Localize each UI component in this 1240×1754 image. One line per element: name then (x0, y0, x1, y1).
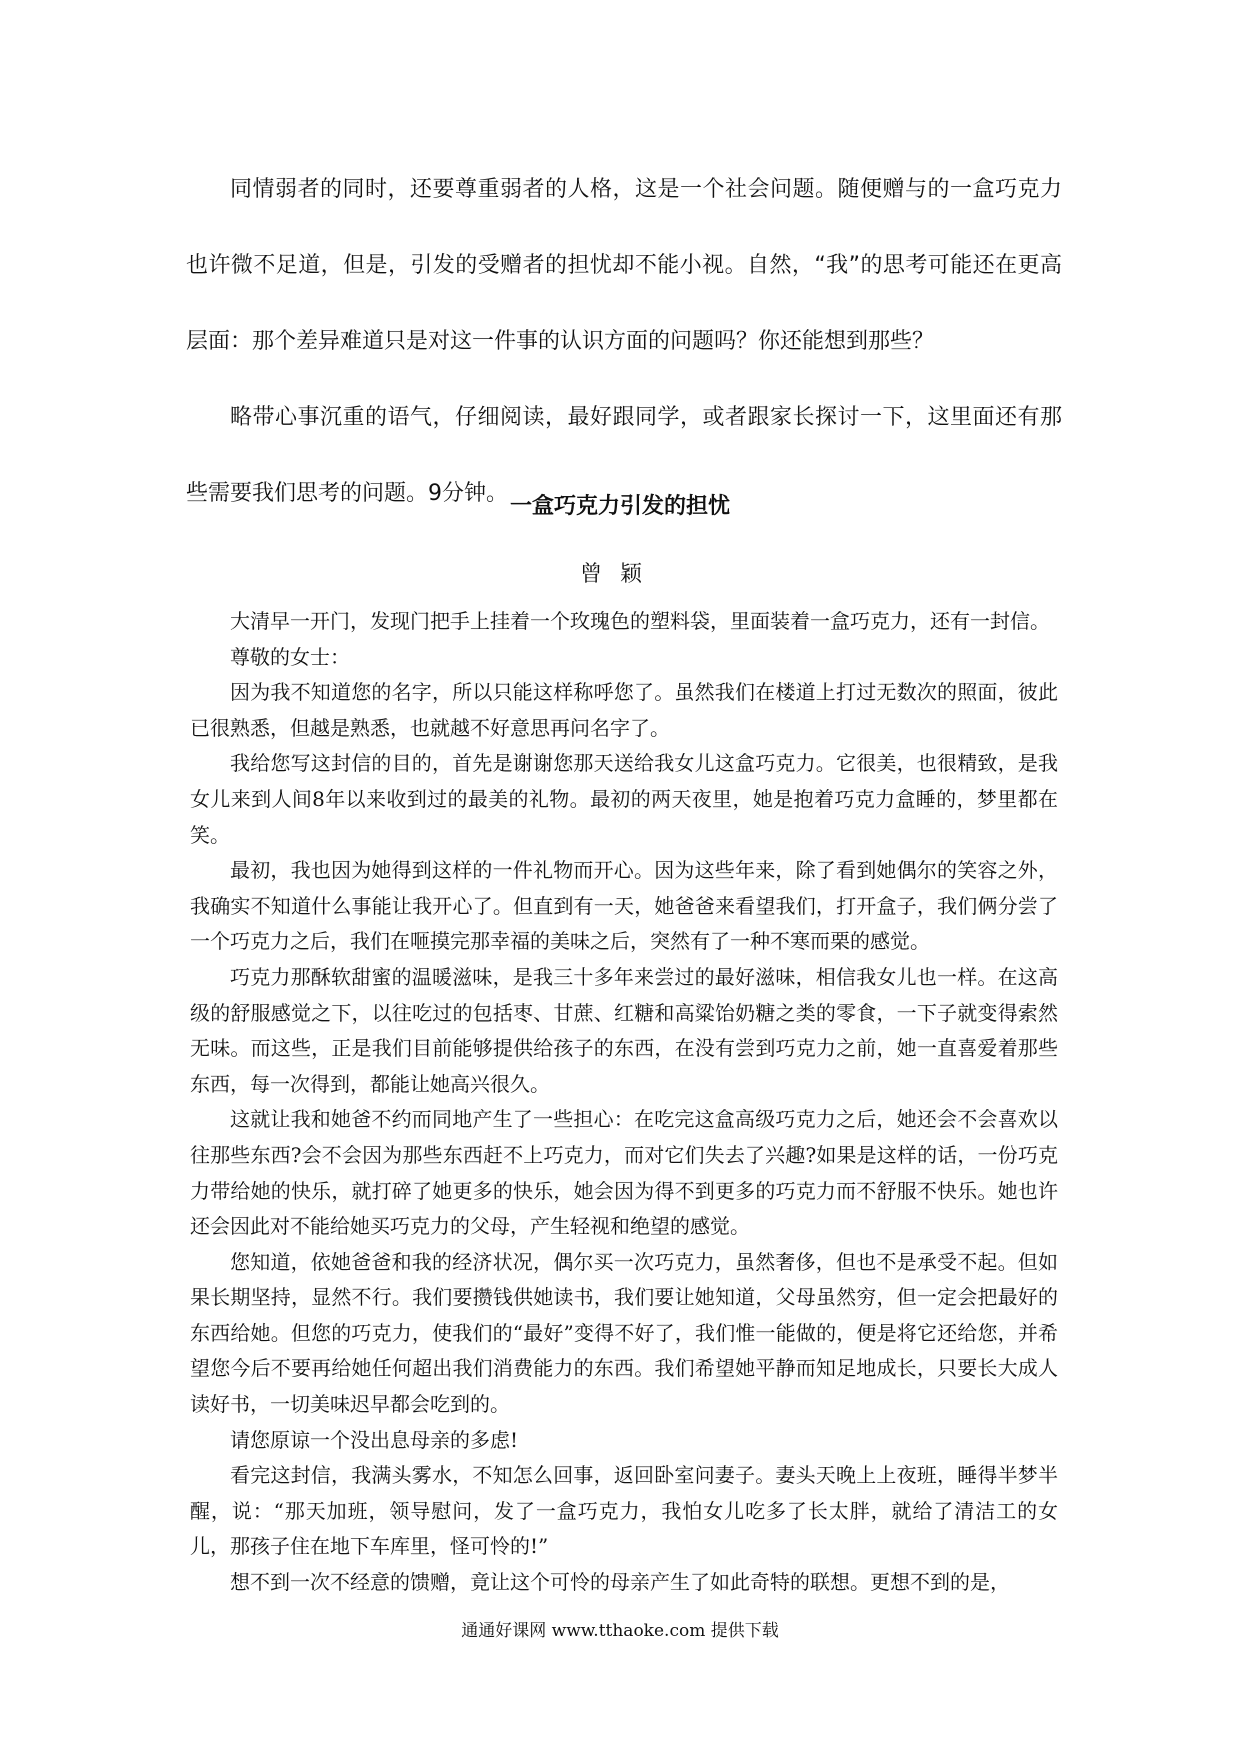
letter-salutation: 尊敬的女士： (230, 644, 350, 669)
body-paragraph: 巧克力那酥软甜蜜的温暖滋味，是我三十多年来尝过的最好滋味，相信我女儿也一样。在这高级的舒服感觉之下，以往吃过的包括枣、甘蔗、红糖和高粱饴奶糖之类的零食，一下子就变得索然无味。而这些，正是我们目前能够提供给孩子的东西，在没有尝到巧克力之前，她一直喜爱着那些东西，每一次得到，都能让她高兴很久。 (190, 964, 1058, 1096)
article-author: 曾颖 (579, 562, 660, 587)
intro-paragraph: 略带心事沉重的语气，仔细阅读，最好跟同学，或者跟家长探讨一下，这里面还有那些需要我们思考的问题。9分钟。 (186, 405, 1062, 506)
article-body (190, 604, 1058, 1601)
intro-paragraph: 同情弱者的同时，还要尊重弱者的人格，这是一个社会问题。随便赠与的一盒巧克力也许微不足道，但是，引发的受赠者的担忧却不能小视。自然，“我”的思考可能还在更高层面：那个差异难道只是对这一件事的认识方面的问题吗？你还能想到那些？ (186, 177, 1062, 354)
body-paragraph: 想不到一次不经意的馈赠，竟让这个可怜的母亲产生了如此奇特的联想。更想不到的是， (230, 1570, 1010, 1595)
body-paragraph: 因为我不知道您的名字，所以只能这样称呼您了。虽然我们在楼道上打过无数次的照面，彼此已很熟悉，但越是熟悉，也就越不好意思再问名字了。 (190, 680, 1058, 740)
body-paragraph: 您知道，依她爸爸和我的经济状况，偶尔买一次巧克力，虽然奢侈，但也不是承受不起。但如果长期坚持，显然不行。我们要攒钱供她读书，我们要让她知道，父母虽然穷，但一定会把最好的东西给她。但您的巧克力，使我们的“最好”变得不好了，我们惟一能做的，便是将它还给您，并希望您今后不要再给她任何超出我们消费能力的东西。我们希望她平静而知足地成长，只要长大成人读好书，一切美味迟早都会吃到的。 (190, 1249, 1058, 1417)
body-paragraph: 最初，我也因为她得到这样的一件礼物而开心。因为这些年来，除了看到她偶尔的笑容之外，我确实不知道什么事能让我开心了。但直到有一天，她爸爸来看望我们，打开盒子，我们俩分尝了一个巧克力之后，我们在咂摸完那幸福的美味之后，突然有了一种不寒而栗的感觉。 (190, 858, 1058, 954)
page-footer: 通通好课网 www.tthaoke.com 提供下载 (461, 1621, 779, 1641)
body-paragraph: 大清早一开门，发现门把手上挂着一个玫瑰色的塑料袋，里面装着一盒巧克力，还有一封信。 (230, 609, 1050, 633)
body-paragraph: 看完这封信，我满头雾水，不知怎么回事，返回卧室问妻子。妻头天晚上上夜班，睡得半梦半醒，说：“那天加班，领导慰问，发了一盒巧克力，我怕女儿吃多了长太胖，就给了清洁工的女儿，那孩子住在地下车库里，怪可怜的!” (190, 1463, 1058, 1559)
body-paragraph: 我给您写这封信的目的，首先是谢谢您那天送给我女儿这盒巧克力。它很美，也很精致，是我女儿来到人间8年以来收到过的最美的礼物。最初的两天夜里，她是抱着巧克力盒睡的，梦里都在笑。 (190, 751, 1058, 847)
intro-section (186, 152, 1062, 532)
body-paragraph: 这就让我和她爸不约而同地产生了一些担心：在吃完这盒高级巧克力之后，她还会不会喜欢以往那些东西?会不会因为那些东西赶不上巧克力，而对它们失去了兴趣?如果是这样的话，一份巧克力带给她的快乐，就打碎了她更多的快乐，她会因为得不到更多的巧克力而不舒服不快乐。她也许还会因此对不能给她买巧克力的父母，产生轻视和绝望的感觉。 (190, 1107, 1058, 1239)
body-paragraph: 请您原谅一个没出息母亲的多虑! (230, 1427, 519, 1452)
article-title: 一盒巧克力引发的担忧 (509, 494, 730, 519)
